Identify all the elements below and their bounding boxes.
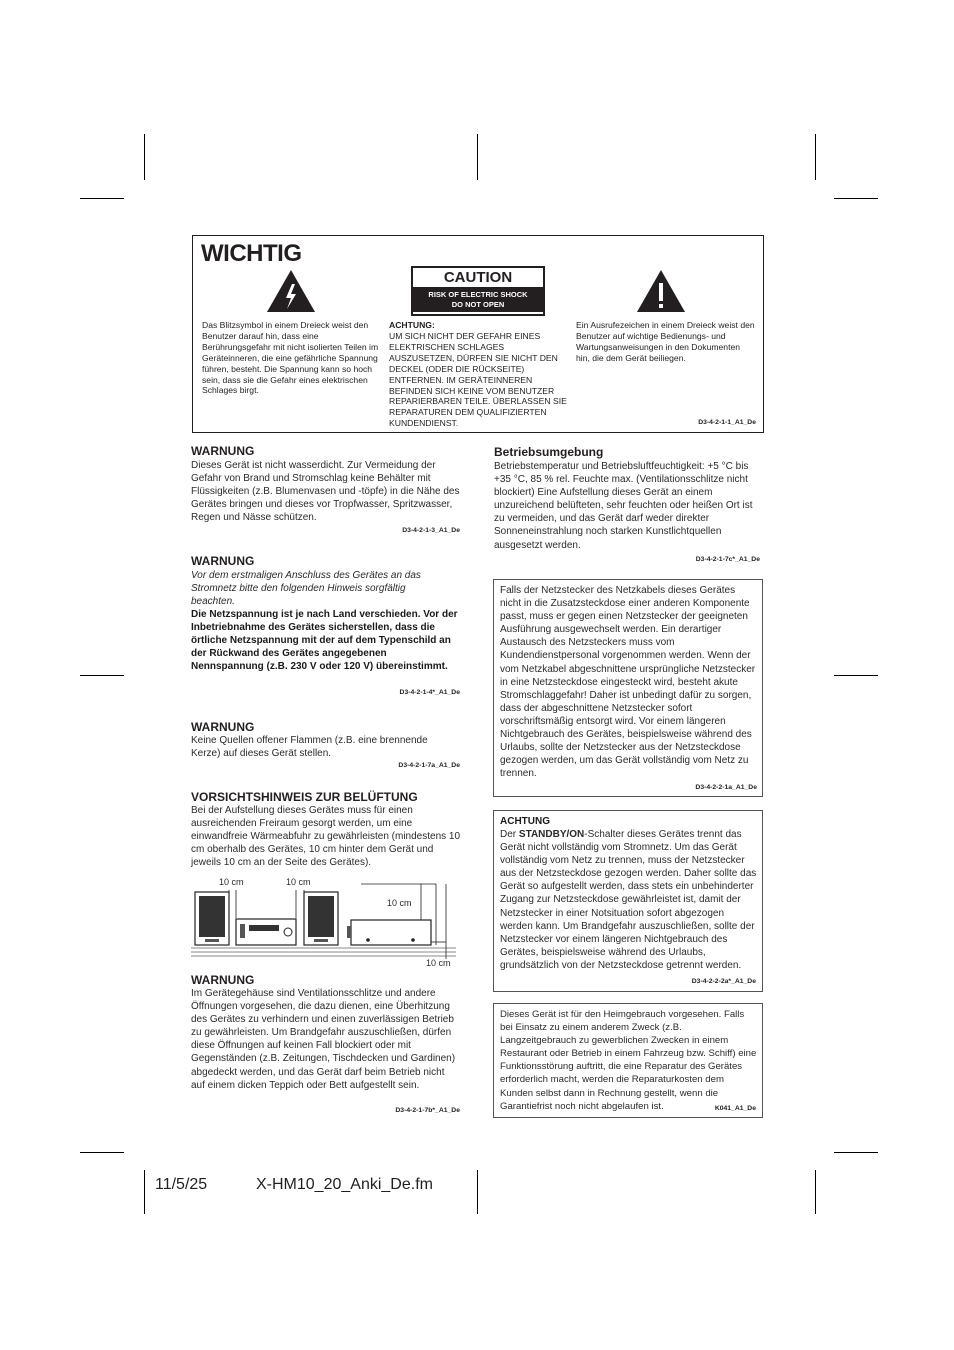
caution-title: CAUTION [443, 269, 513, 286]
home-use-notice-box [493, 1003, 763, 1118]
standby-notice-box [493, 810, 763, 992]
crop-mark [144, 134, 145, 180]
text-run: -Schalter dieses Gerätes trennt das Gerät nicht vollständig vom Stromnetz. Um das Gerät vollständig vom Netz zu trennen, muss der Netzstecker aus der Netzsteckdose gezogen werden. Daher sollte das Gerät so aufgestellt werden, dass stets ein unbehinderter Zugang zur Netzsteckdose gewährleistet ist, damit der Netzstecker in einer Notsituation sofort abgezogen werden kann. Um Brandgefahr auszuschließen, sollte der Netzstecker vor einem längeren Nichtgebrauch des Gerätes, beispielsweise während des Urlaubs, grundsätzlich von der Netzsteckdose getrennt werden. [500, 829, 757, 971]
crop-mark [477, 134, 478, 180]
page-title: WICHTIG [201, 240, 302, 267]
clearance-label: 10 cm [286, 877, 311, 887]
environment-heading: Betriebsumgebung [494, 445, 604, 459]
crop-mark [834, 198, 878, 199]
crop-mark [834, 675, 878, 676]
crop-mark [815, 1170, 816, 1214]
caution-line: DO NOT OPEN [451, 300, 505, 309]
warnung-text: Keine Quellen offener Flammen (z.B. eine brennende Kerze) auf dieses Gerät stellen. [191, 735, 428, 760]
caution-subtitle [413, 287, 543, 312]
document-code: D3-4-2-2-2a*_A1_De [691, 978, 756, 985]
document-code: D3-4-2-1-1_A1_De [698, 419, 756, 426]
warnung-text: Dieses Gerät ist nicht wasserdicht. Zur Vermeidung der Gefahr von Brand und Stromschlag keine Behälter mit Flüssigkeiten (z.B. Blumenvasen und -töpfe) in die Nähe des Gerätes bringen und dieses vor Tropfwasser, Spritzwasser, Regen und Nässe schützen. [191, 460, 460, 524]
achtung-text: UM SICH NICHT DER GEFAHR EINES ELEKTRISCHEN SCHLAGES AUSZUSETZEN, DÜRFEN SIE NICHT DEN DECKEL (ODER DIE RÜCKSEITE) ENTFERNEN. IM GERÄTEINNEREN BEFINDEN SICH KEINE VOM BENUTZER REPARIERBAREN TEILE. ÜBERLASSEN SIE REPARATUREN DEM QUALIFIZIERTEN KUNDENDIENST. [389, 331, 567, 429]
standby-notice-text [500, 828, 758, 972]
crop-mark [144, 1170, 145, 1214]
document-code: D3-4-2-1-7c*_A1_De [695, 556, 760, 563]
ventilation-text: Bei der Aufstellung dieses Gerätes muss für einen ausreichenden Freiraum gesorgt werden, um eine einwandfreie Wärmeabfuhr zu gewährleisten (mindestens 10 cm oberhalb des Gerätes, 10 cm hinter dem Gerät und jeweils 10 cm an der Seite des Gerätes). [191, 805, 461, 869]
warnung-bold-text: Die Netzspannung ist je nach Land verschieden. Vor der Inbetriebnahme des Gerätes sicherstellen, dass die örtliche Netzspannung mit der auf dem Typenschild an der Rückwand des Gerätes angegebenen Nennspannung (z.B. 230 V oder 120 V) übereinstimmt. [191, 609, 458, 673]
document-code: D3-4-2-1-7a_A1_De [398, 762, 460, 769]
warnung-heading: WARNUNG [191, 720, 255, 734]
document-code: D3-4-2-1-3_A1_De [402, 527, 460, 534]
document-code: D3-4-2-1-4*_A1_De [399, 689, 460, 696]
crop-mark [80, 198, 124, 199]
caution-label [411, 266, 545, 316]
exclamation-triangle-icon [635, 268, 687, 314]
warnung-italic-text: Vor dem erstmaligen Anschluss des Gerätes an das Stromnetz bitte den folgenden Hinweis sorgfältig beachten. [191, 570, 421, 608]
achtung-label: ACHTUNG: [389, 320, 435, 330]
standby-on-label: STANDBY/ON [518, 829, 585, 840]
crop-mark [834, 1152, 878, 1153]
clearance-label: 10 cm [387, 898, 412, 908]
crop-mark [815, 134, 816, 180]
lightning-description: Das Blitzsymbol in einem Dreieck weist den Benutzer darauf hin, dass eine Berührungsgefahr mit nicht isolierten Teilen im Geräteinneren, die eine gefährliche Spannung führen, besteht. Die Spannung kann so hoch sein, dass sie die Gefahr eines elektrischen Schlages birgt. [202, 320, 379, 396]
lightning-triangle-icon [265, 268, 317, 314]
footer-filename: X-HM10_20_Anki_De.fm [256, 1176, 433, 1193]
caution-line: RISK OF ELECTRIC SHOCK [428, 290, 528, 299]
clearance-label: 10 cm [426, 958, 451, 968]
achtung-heading: ACHTUNG [500, 816, 550, 827]
crop-mark [80, 675, 124, 676]
safety-warning-box [192, 235, 764, 433]
crop-mark [80, 1152, 124, 1153]
document-code: D3-4-2-1-7b*_A1_De [395, 1107, 460, 1114]
footer-date: 11/5/25 [155, 1176, 208, 1193]
warnung-heading: WARNUNG [191, 973, 255, 987]
text-run: Der [500, 829, 519, 840]
exclamation-description: Ein Ausrufezeichen in einem Dreieck weist den Benutzer auf wichtige Bedienungs- und Wartungsanweisungen in den Dokumenten hin, die dem Gerät beiliegen. [576, 320, 755, 363]
environment-text: Betriebstemperatur und Betriebsluftfeuchtigkeit: +5 °C bis +35 °C, 85 % rel. Feuchte max. (Ventilationsschlitze nicht blockiert) Eine Aufstellung dieses Gerät an einem unzureichend belüfteten, sehr feuchten oder heißen Ort ist zu vermeiden, und das Gerät darf weder direkter Sonneneinstrahlung noch starken Kunstlichtquellen ausgesetzt werden. [494, 461, 753, 551]
warnung-heading: WARNUNG [191, 444, 255, 458]
ventilation-heading: VORSICHTSHINWEIS ZUR BELÜFTUNG [191, 790, 418, 804]
clearance-label: 10 cm [219, 877, 244, 887]
plug-notice-box [493, 579, 763, 797]
home-use-text: Dieses Gerät ist für den Heimgebrauch vorgesehen. Falls bei Einsatz zu einem anderem Zweck (z.B. Langzeitgebrauch zu gewerblichen Zwecken in einem Restaurant oder Betrieb in einem Fahrzeug bzw. Schiff) eine Funktionsstörung auftritt, die eine Reparatur des Gerätes erforderlich macht, werden die Reparaturkosten dem Kunden selbst dann in Rechnung gestellt, wenn die Garantiefrist noch nicht abgelaufen ist. [500, 1009, 757, 1112]
document-code: D3-4-2-2-1a_A1_De [695, 784, 757, 791]
document-code: K041_A1_De [714, 1105, 756, 1112]
warnung-text: Im Gerätegehäuse sind Ventilationsschlitze und andere Öffnungen vorgesehen, die dazu dienen, eine Überhitzung des Gerätes zu verhindern und einen zuverlässigen Betrieb zu gewährleisten. Um Brandgefahr auszuschließen, dürfen diese Öffnungen auf keinen Fall blockiert oder mit Gegenständen (z.B. Zeitungen, Tischdecken und Gardinen) abgedeckt werden, und das Gerät darf beim Betrieb nicht auf einem dicken Teppich oder Bett aufgestellt sein. [191, 988, 456, 1091]
warnung-heading: WARNUNG [191, 554, 255, 568]
crop-mark [477, 1170, 478, 1214]
plug-notice-text: Falls der Netzstecker des Netzkabels dieses Gerätes nicht in die Zusatzsteckdose einer anderen Komponente passt, muss er gegen einen Netzstecker der geeigneten Ausführung ausgewechselt werden. Ein derartiger Austausch des Netzsteckers muss vom Kundendienstpersonal vorgenommen werden. Wenn der vom Netzkabel abgeschnittene ursprüngliche Netzstecker in eine Netzsteckdose eingesteckt wird, besteht akute Stromschlaggefahr! Daher ist unbedingt dafür zu sorgen, dass der abgeschnittene Netzstecker sofort vorschriftsmäßig entsorgt wird. Vor einem längeren Nichtgebrauch des Gerätes, beispielsweise während des Urlaubs, sollte der Netzstecker aus der Netzsteckdose gezogen werden, um das Gerät vollständig vom Netz zu trennen. [500, 585, 756, 780]
